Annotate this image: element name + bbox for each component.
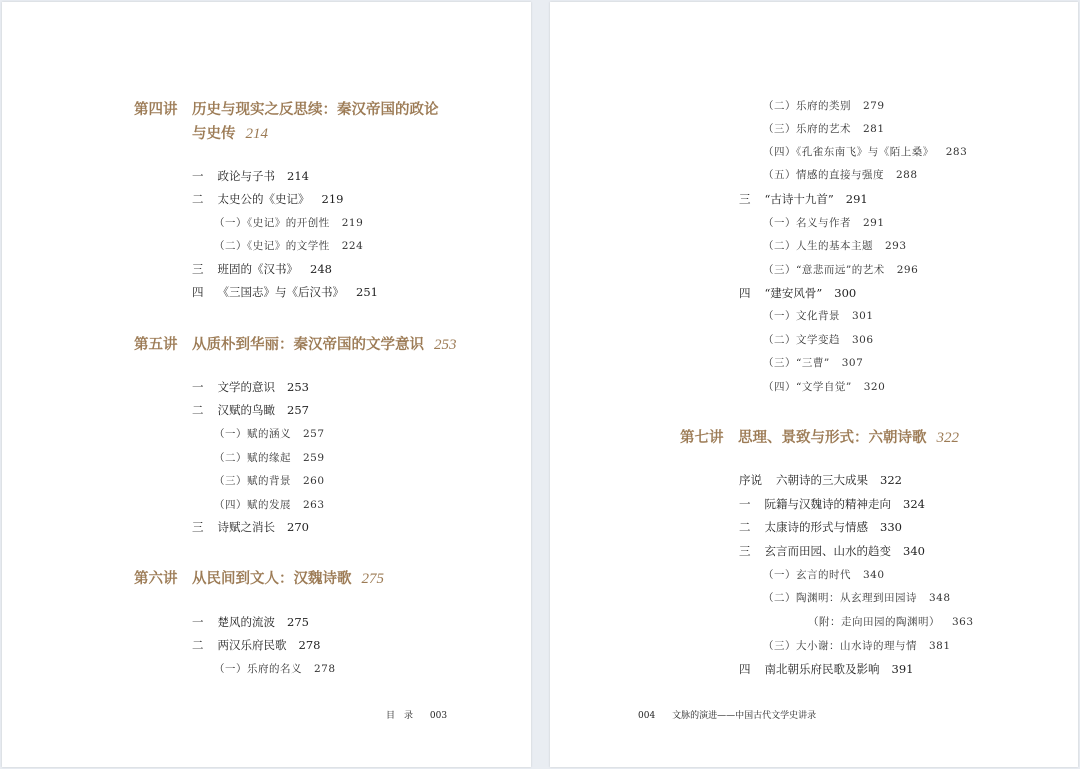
toc-entry: 一 文学的意识 253 [192,380,309,394]
toc-entry: 一 政论与子书 214 [192,169,309,183]
toc-entry: 一 阮籍与汉魏诗的精神走向 324 [739,497,925,511]
toc-entry: 二 太史公的《史记》 219 [192,192,344,206]
page-number: 003 [429,711,448,721]
toc-entry: 四 南北朝乐府民歌及影响 391 [739,662,914,676]
toc-subentry: （四）《孔雀东南飞》与《陌上桑》 283 [763,146,968,158]
toc-subentry: （二）《史记》的文学性 224 [214,240,364,252]
toc-subentry: （四）赋的发展 263 [214,499,325,511]
chapter-heading: 第五讲 从质朴到华丽：秦汉帝国的文学意识 253 [134,336,457,353]
toc-subentry: （四）“文学自觉” 320 [763,381,886,393]
toc-subentry: （二）乐府的类别 279 [763,100,885,112]
chapter-heading-cont: 与史传 214 [192,125,268,142]
toc-subentry: （三）赋的背景 260 [214,475,325,487]
toc-subentry: （三）乐府的艺术 281 [763,123,885,135]
toc-entry: 三 “古诗十九首” 291 [739,192,868,206]
toc-subentry: （五）情感的直接与强度 288 [763,169,918,181]
page-number: 004 [638,711,656,721]
toc-entry: 二 两汉乐府民歌 278 [192,638,321,652]
page-footer [638,708,816,721]
toc-subentry: （一）乐府的名义 278 [214,663,336,675]
toc-entry: 二 太康诗的形式与情感 330 [739,520,902,534]
toc-subentry: （一）赋的涵义 257 [214,428,325,440]
chapter-heading: 第七讲 思理、景致与形式：六朝诗歌 322 [680,429,959,446]
footer-label: 目 录 [386,711,414,721]
toc-subentry: （一）玄言的时代 340 [763,569,885,581]
book-title: 文脉的演进——中国古代文学史讲录 [672,711,817,721]
toc-subentry: （三）大小谢：山水诗的理与情 381 [763,640,951,652]
chapter-heading: 第六讲 从民间到文人：汉魏诗歌 275 [134,570,384,587]
toc-entry: 一 楚风的流波 275 [192,615,309,629]
toc-entry: 四 “建安风骨” 300 [739,286,857,300]
toc-entry: 四 《三国志》与《后汉书》 251 [192,285,378,299]
page-footer [386,708,447,721]
toc-subentry: （一）文化背景 301 [763,310,874,322]
toc-subentry: （一）名义与作者 291 [763,217,885,229]
toc-subentry: （三）“意悲而远”的艺术 296 [763,264,919,276]
toc-entry: 三 玄言而田园、山水的趋变 340 [739,544,925,558]
chapter-heading: 第四讲 历史与现实之反思续：秦汉帝国的政论 [134,101,439,118]
toc-subentry: （二）赋的缘起 259 [214,452,325,464]
toc-subentry: （二）文学变趋 306 [763,334,874,346]
toc-entry: 二 汉赋的鸟瞰 257 [192,403,309,417]
left-page [2,2,531,767]
toc-entry: 序说 六朝诗的三大成果 322 [739,473,902,487]
right-page [550,2,1078,767]
toc-subentry: （三）“三曹” 307 [763,357,864,369]
toc-subentry: （二）陶渊明：从玄理到田园诗 348 [763,592,951,604]
toc-subentry: （二）人生的基本主题 293 [763,240,907,252]
toc-entry: 三 诗赋之消长 270 [192,520,309,534]
toc-entry: 三 班固的《汉书》 248 [192,262,332,276]
toc-subentry-note: （附：走向田园的陶渊明） 363 [808,616,974,628]
toc-subentry: （一）《史记》的开创性 219 [214,217,364,229]
